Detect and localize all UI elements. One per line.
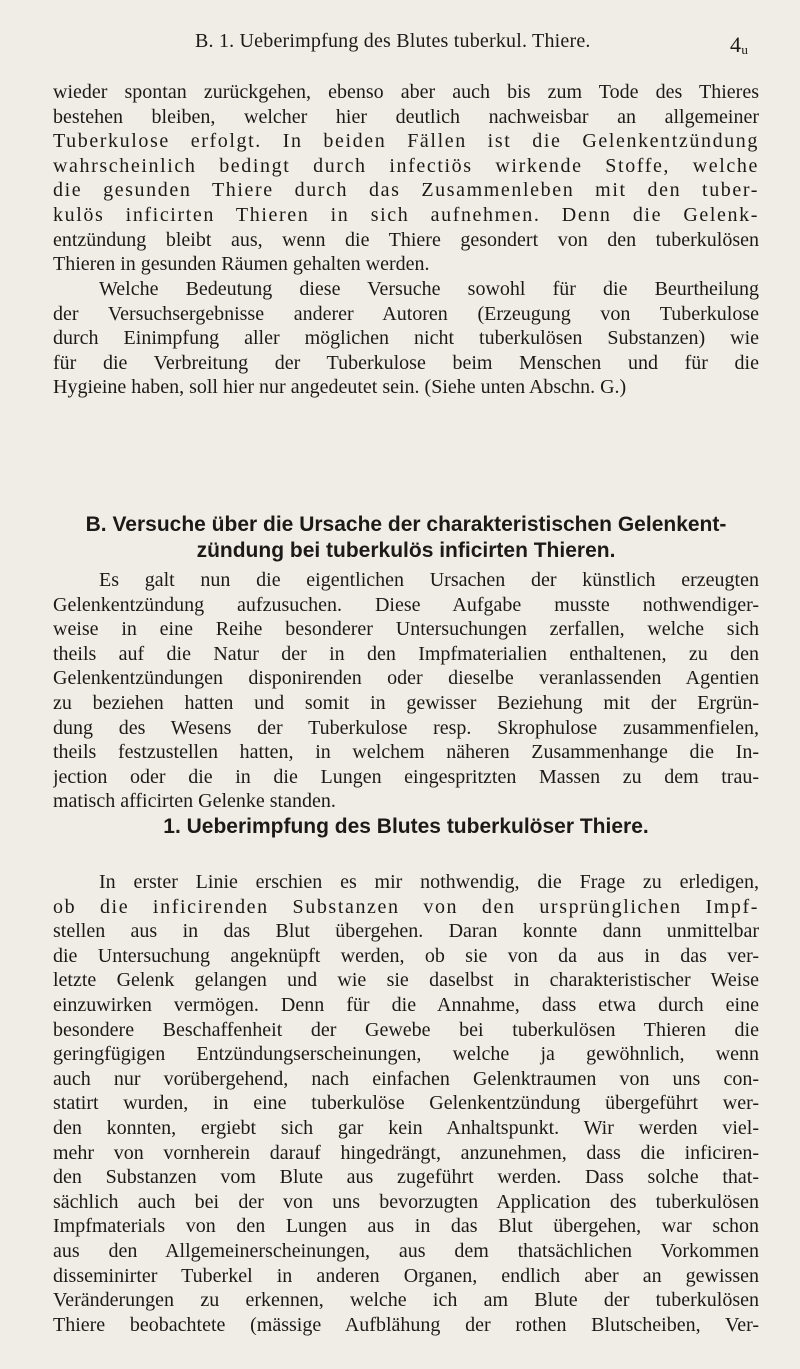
text-line: mehr von vornherein darauf hingedrängt, anzunehmen, dass die inficiren- [53, 1141, 759, 1164]
section-heading-b-line2: zündung bei tuberkulös inficirten Thieren. [196, 539, 616, 562]
running-head: B. 1. Ueberimpfung des Blutes tuberkul. Thiere. [195, 30, 591, 52]
text-line: die Untersuchung angeknüpft werden, ob sie von da aus in das ver- [53, 944, 759, 967]
text-line: Impfmaterials von den Lungen aus in das Blut übergehen, war schon [53, 1215, 759, 1238]
text-line: theils auf die Natur der in den Impfmaterialien enthaltenen, zu den [53, 642, 759, 665]
text-line: einzuwirken vermögen. Denn für die Annahme, dass etwa durch eine [53, 993, 759, 1016]
section-heading-b-line1: B. Versuche über die Ursache der charakteristischen Gelenkent- [85, 513, 727, 536]
text-line: durch Einimpfung aller möglichen nicht tuberkulösen Substanzen) wie [53, 327, 759, 350]
page-number: 4ᵤ [730, 32, 749, 57]
text-line: aus den Allgemeinerscheinungen, aus dem thatsächlichen Vorkommen [53, 1239, 759, 1262]
text-line: für die Verbreitung der Tuberkulose beim Menschen und für die [53, 351, 759, 374]
text-line: jection oder die in die Lungen eingespritzten Massen zu dem trau- [53, 765, 759, 788]
text-line: geringfügigen Entzündungserscheinungen, welche ja gewöhnlich, wenn [53, 1043, 759, 1066]
text-line: Thieren in gesunden Räumen gehalten werden. [53, 253, 430, 276]
text-line: disseminirter Tuberkel in anderen Organen, endlich aber an gewissen [53, 1264, 759, 1287]
section-heading-b [53, 512, 759, 564]
text-line: weise in eine Reihe besonderer Untersuchungen zerfallen, welche sich [53, 618, 759, 641]
text-line: theils festzustellen hatten, in welchem näheren Zusammenhange die In- [53, 741, 759, 764]
text-line: besondere Beschaffenheit der Gewebe bei tuberkulösen Thieren die [53, 1018, 759, 1041]
text-line: entzündung bleibt aus, wenn die Thiere gesondert von den tuberkulösen [53, 228, 759, 251]
text-line: kulös inficirten Thieren in sich aufnehmen. Denn die Gelenk- [53, 203, 759, 226]
text-line: zu beziehen hatten und somit in gewisser Beziehung mit der Ergrün- [53, 691, 759, 714]
text-line: Gelenkentzündungen disponirenden oder dieselbe veranlassenden Agentien [53, 667, 759, 690]
subsection-heading-1: 1. Ueberimpfung des Blutes tuberkulöser Thiere. [163, 815, 649, 838]
text-line: den konnten, ergiebt sich gar kein Anhaltspunkt. Wir werden viel- [53, 1116, 759, 1139]
paragraph-2 [53, 277, 759, 400]
text-line: wieder spontan zurückgehen, ebenso aber auch bis zum Tode des Thieres [53, 81, 759, 103]
text-line: der Versuchsergebnisse anderer Autoren (Erzeugung von Tuberkulose [53, 302, 759, 325]
text-line: letzte Gelenk gelangen und wie sie daselbst in charakteristischer Weise [53, 969, 759, 992]
text-line: ob die inficirenden Substanzen von den ursprünglichen Impf- [53, 895, 759, 918]
text-line: Hygieine haben, soll hier nur angedeutet sein. (Siehe unten Abschn. G.) [53, 376, 627, 399]
text-line: In erster Linie erschien es mir nothwendig, die Frage zu erledigen, [99, 871, 759, 893]
text-line: Thiere beobachtete (mässige Aufblähung der rothen Blutscheiben, Ver- [53, 1313, 759, 1336]
text-line: Welche Bedeutung diese Versuche sowohl für die Beurtheilung [99, 278, 759, 300]
text-line: stellen aus in das Blut übergehen. Daran konnte dann unmittelbar [53, 920, 759, 943]
paragraph-4 [53, 870, 759, 1337]
text-line: bestehen bleiben, welcher hier deutlich nachweisbar an allgemeiner [53, 105, 759, 128]
text-line: den Substanzen vom Blute aus zugeführt werden. Dass solche that- [53, 1166, 759, 1189]
text-line: sächlich auch bei der von uns bevorzugten Application des tuberkulösen [53, 1190, 759, 1213]
text-line: wahrscheinlich bedingt durch infectiös wirkende Stoffe, welche [53, 154, 759, 177]
text-line: auch nur vorübergehend, nach einfachen Gelenktraumen von uns con- [53, 1067, 759, 1090]
text-line: Tuberkulose erfolgt. In beiden Fällen ist die Gelenkentzündung [53, 130, 759, 153]
text-line: statirt wurden, in eine tuberkulöse Gelenkentzündung übergeführt wer- [53, 1092, 759, 1115]
text-line: die gesunden Thiere durch das Zusammenleben mit den tuber- [53, 179, 759, 202]
text-line: Gelenkentzündung aufzusuchen. Diese Aufgabe musste nothwendiger- [53, 593, 759, 616]
text-line: matisch afficirten Gelenke standen. [53, 790, 336, 813]
text-line: dung des Wesens der Tuberkulose resp. Skrophulose zusammenfielen, [53, 716, 759, 739]
text-line: Es galt nun die eigentlichen Ursachen der künstlich erzeugten [99, 569, 759, 591]
paragraph-1 [53, 80, 759, 277]
text-line: Veränderungen zu erkennen, welche ich am Blute der tuberkulösen [53, 1289, 759, 1312]
paragraph-3 [53, 568, 759, 814]
